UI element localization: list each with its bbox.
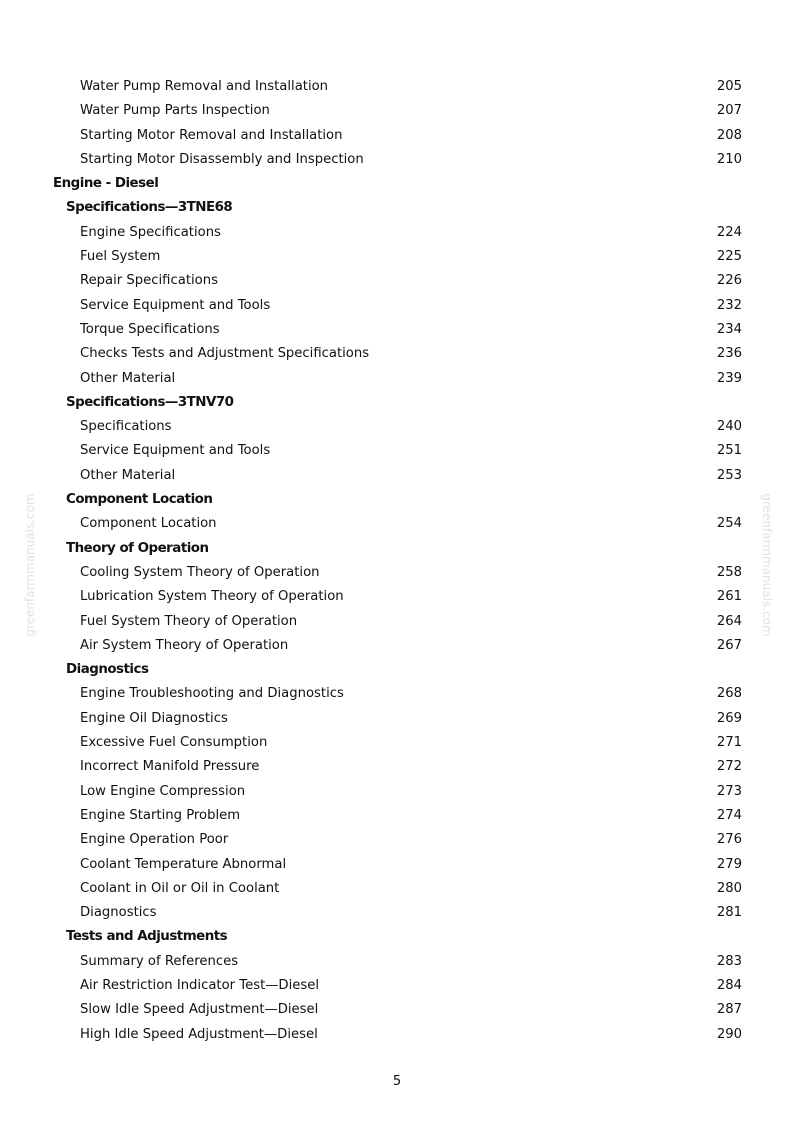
toc-entry-title: Specifications <box>80 419 172 435</box>
toc-entry[interactable] <box>0 975 794 999</box>
toc-section-heading[interactable] <box>0 173 794 197</box>
toc-entry[interactable] <box>0 76 794 100</box>
toc-entry-title: Engine Oil Diagnostics <box>80 710 228 726</box>
toc-entry[interactable] <box>0 683 794 707</box>
toc-entry[interactable] <box>0 125 794 149</box>
toc-entry-title: Repair Specifications <box>80 273 218 289</box>
toc-subsection-heading[interactable] <box>0 538 794 562</box>
toc-entry-title: High Idle Speed Adjustment—Diesel <box>80 1026 318 1042</box>
toc-entry[interactable] <box>0 951 794 975</box>
toc-entry[interactable] <box>0 295 794 319</box>
toc-entry-page: 272 <box>716 759 742 775</box>
toc-entry-title: Tests and Adjustments <box>66 929 228 945</box>
toc-entry-title: Specifications—3TNV70 <box>66 394 234 410</box>
watermark-left: greenfarmmanuals.com <box>23 493 37 637</box>
toc-entry-title: Water Pump Parts Inspection <box>80 103 270 119</box>
toc-entry-page: 268 <box>716 686 742 702</box>
toc-entry[interactable] <box>0 902 794 926</box>
toc-entry-title: Diagnostics <box>66 662 149 678</box>
toc-entry-title: Low Engine Compression <box>80 783 246 799</box>
toc-entry-page: 273 <box>716 783 742 799</box>
toc-entry-title: Specifications—3TNE68 <box>66 200 233 216</box>
toc-entry[interactable] <box>0 805 794 829</box>
toc-entry[interactable] <box>0 246 794 270</box>
toc-entry-page: 239 <box>716 370 742 386</box>
toc-entry-title: Coolant Temperature Abnormal <box>80 856 287 872</box>
toc-subsection-heading[interactable] <box>0 392 794 416</box>
toc-entry[interactable] <box>0 319 794 343</box>
toc-entry[interactable] <box>0 416 794 440</box>
toc-entry-title: Engine Troubleshooting and Diagnostics <box>80 686 344 702</box>
toc-entry-page: 264 <box>716 613 742 629</box>
toc-entry-title: Service Equipment and Tools <box>80 443 271 459</box>
toc-entry-page: 281 <box>716 905 742 921</box>
toc-entry-page: 276 <box>716 832 742 848</box>
toc-entry-title: Air Restriction Indicator Test—Diesel <box>80 977 320 993</box>
toc-entry-title: Theory of Operation <box>66 540 209 556</box>
toc-entry[interactable] <box>0 611 794 635</box>
toc-entry-page: 283 <box>716 953 742 969</box>
toc-entry-title: Coolant in Oil or Oil in Coolant <box>80 880 280 896</box>
toc-entry-page: 236 <box>716 346 742 362</box>
toc-entry-page: 254 <box>716 516 742 532</box>
toc-entry[interactable] <box>0 222 794 246</box>
toc-entry[interactable] <box>0 465 794 489</box>
toc-subsection-heading[interactable] <box>0 489 794 513</box>
toc-entry-page: 226 <box>716 273 742 289</box>
toc-subsection-heading[interactable] <box>0 659 794 683</box>
toc-entry[interactable] <box>0 999 794 1023</box>
toc-entry-page: 269 <box>716 710 742 726</box>
toc-entry-title: Water Pump Removal and Installation <box>80 79 329 94</box>
toc-entry[interactable] <box>0 368 794 392</box>
toc-entry-title: Torque Specifications <box>80 321 220 337</box>
toc-entry-title: Engine Operation Poor <box>80 832 229 848</box>
toc-entry-page: 284 <box>716 977 742 993</box>
watermark-right: greenfarmmanuals.com <box>760 493 774 637</box>
toc-entry-title: Cooling System Theory of Operation <box>80 564 320 580</box>
toc-entry[interactable] <box>0 343 794 367</box>
toc-entry-page: 251 <box>716 443 742 459</box>
toc-entry-page: 234 <box>716 321 742 337</box>
toc-entry[interactable] <box>0 878 794 902</box>
toc-entry[interactable] <box>0 854 794 878</box>
toc-entry-title: Service Equipment and Tools <box>80 297 271 313</box>
toc-entry[interactable] <box>0 829 794 853</box>
toc-entry[interactable] <box>0 781 794 805</box>
toc-entry-page: 274 <box>716 807 742 823</box>
toc-entry[interactable] <box>0 586 794 610</box>
toc-entry-page: 232 <box>716 297 742 313</box>
toc-entry[interactable] <box>0 635 794 659</box>
toc-entry-page: 225 <box>716 249 742 265</box>
toc-entry[interactable] <box>0 100 794 124</box>
toc-entry-page: 240 <box>716 419 742 435</box>
toc-entry-page: 253 <box>716 467 742 483</box>
toc-entry-page: 210 <box>716 151 742 167</box>
toc-entry-title: Excessive Fuel Consumption <box>80 735 268 751</box>
toc-entry-title: Fuel System Theory of Operation <box>80 613 298 629</box>
toc-entry-title: Air System Theory of Operation <box>80 637 289 653</box>
toc-entry-page: 258 <box>716 564 742 580</box>
toc-subsection-heading[interactable] <box>0 926 794 950</box>
toc-entry-title: Engine - Diesel <box>53 176 159 192</box>
toc-entry[interactable] <box>0 149 794 173</box>
toc-entry[interactable] <box>0 513 794 537</box>
toc-entry-title: Slow Idle Speed Adjustment—Diesel <box>80 1002 319 1018</box>
toc-entry-page: 271 <box>716 735 742 751</box>
toc-entry-title: Engine Starting Problem <box>80 807 241 823</box>
toc-entry-page: 205 <box>716 79 742 94</box>
toc-entry-title: Checks Tests and Adjustment Specifications <box>80 346 370 362</box>
page-number: 5 <box>392 1074 402 1089</box>
toc-entry-page: 207 <box>716 103 742 119</box>
toc-entry-title: Incorrect Manifold Pressure <box>80 759 260 775</box>
toc-entry-title: Starting Motor Removal and Installation <box>80 127 343 143</box>
toc-entry-title: Fuel System <box>80 249 161 265</box>
toc-entry-title: Summary of References <box>80 953 239 969</box>
toc-entry-title: Lubrication System Theory of Operation <box>80 589 344 605</box>
toc-entry-page: 279 <box>716 856 742 872</box>
toc-entry[interactable] <box>0 562 794 586</box>
toc-entry-title: Component Location <box>80 516 217 532</box>
toc-entry-page: 224 <box>716 224 742 240</box>
toc-entry-title: Diagnostics <box>80 905 157 921</box>
toc-entry-page: 280 <box>716 880 742 896</box>
toc-entry-page: 287 <box>716 1002 742 1018</box>
toc-entry-page: 290 <box>716 1026 742 1042</box>
toc-entry[interactable] <box>0 708 794 732</box>
toc-entry-page: 208 <box>716 127 742 143</box>
toc-entry-page: 267 <box>716 637 742 653</box>
toc-entry-title: Engine Specifications <box>80 224 221 240</box>
toc-entry[interactable] <box>0 270 794 294</box>
toc-entry-title: Other Material <box>80 370 176 386</box>
toc-entry-title: Starting Motor Disassembly and Inspection <box>80 151 364 167</box>
table-of-contents <box>0 76 794 1048</box>
toc-subsection-heading[interactable] <box>0 197 794 221</box>
toc-entry-title: Component Location <box>66 492 213 508</box>
toc-entry-title: Other Material <box>80 467 176 483</box>
toc-entry[interactable] <box>0 732 794 756</box>
toc-entry[interactable] <box>0 756 794 780</box>
toc-entry[interactable] <box>0 1024 794 1048</box>
toc-entry-page: 261 <box>716 589 742 605</box>
toc-entry[interactable] <box>0 440 794 464</box>
